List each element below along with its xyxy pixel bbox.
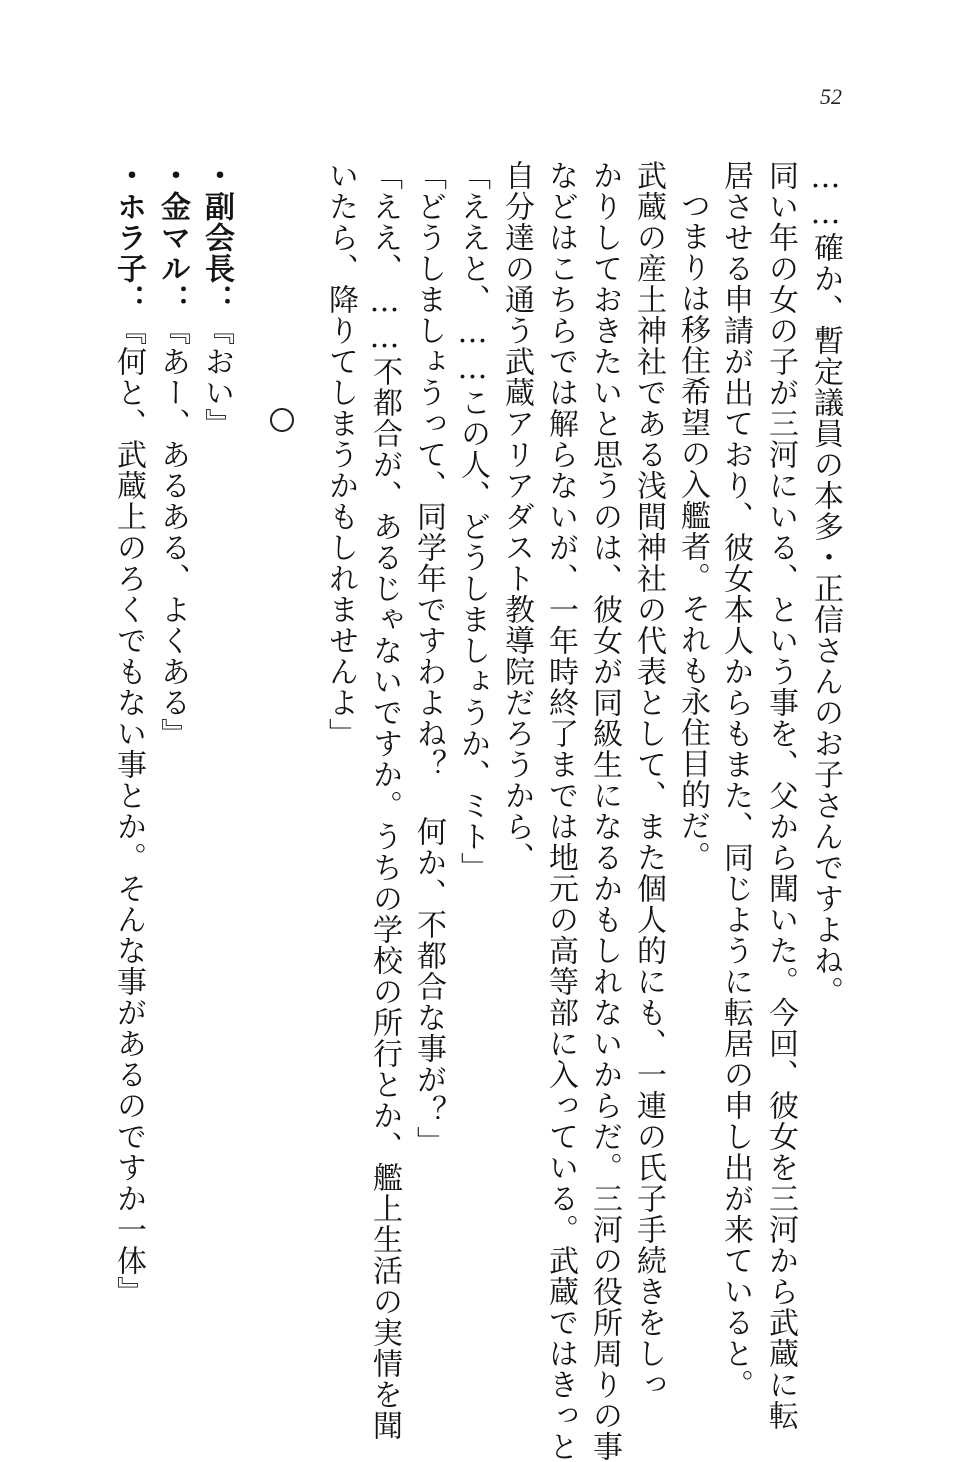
chat-speaker: ・ホラ子： xyxy=(111,160,146,315)
chat-line-vice-president xyxy=(196,160,236,439)
chat-line-kinmaru xyxy=(152,160,192,749)
text-column-12: いたら、降りてしまうかもしれませんよ」 xyxy=(323,160,358,749)
text-column-7: などはこちらでは解らないが、一年時終了までは地元の高等部に入っている。武蔵ではきっと xyxy=(543,160,578,1462)
chat-message: 『何と、武蔵上のろくでもない事とか。そんな事があるのですか一体』 xyxy=(111,315,146,1307)
text-column-2: 同い年の女の子が三河にいる、という事を、父から聞いた。今回、彼女を三河から武蔵に転 xyxy=(763,160,798,1431)
text-column-6: かりしておきたいと思うのは、彼女が同級生になるかもしれないからだ。三河の役所周りの事 xyxy=(587,160,622,1462)
text-column-8: 自分達の通う武蔵アリアダスト教導院だろうから、 xyxy=(499,160,534,873)
text-column-1: ……確か、暫定議員の本多・正信さんのお子さんですよね。 xyxy=(808,160,843,1007)
text-column-10: 「どうしましょうって、同学年ですわよね？ 何か、不都合な事が？」 xyxy=(411,160,446,1157)
chat-line-horako xyxy=(108,160,148,1307)
text-column-9: 「ええと、……この人、どうしましょうか、ミト」 xyxy=(455,160,490,883)
text-column-5: 武蔵の産土神社である浅間神社の代表として、また個人的にも、一連の氏子手続きをしっ xyxy=(631,160,666,1400)
text-column-4: つまりは移住希望の入艦者。それも永住目的だ。 xyxy=(675,190,710,872)
chat-speaker: ・副会長： xyxy=(199,160,234,315)
chat-speaker: ・金マル： xyxy=(155,160,190,315)
page-number: 52 xyxy=(820,84,842,109)
chat-message: 『おい』 xyxy=(199,315,234,439)
chat-message: 『あー、あるある、よくある』 xyxy=(155,315,190,749)
section-break-circle xyxy=(270,408,294,432)
text-column-11: 「ええ、……不都合が、あるじゃないですか。うちの学校の所行とか、艦上生活の実情を聞 xyxy=(367,160,402,1441)
text-column-3: 居させる申請が出ており、彼女本人からもまた、同じように転居の申し出が来ていると。 xyxy=(718,160,753,1400)
